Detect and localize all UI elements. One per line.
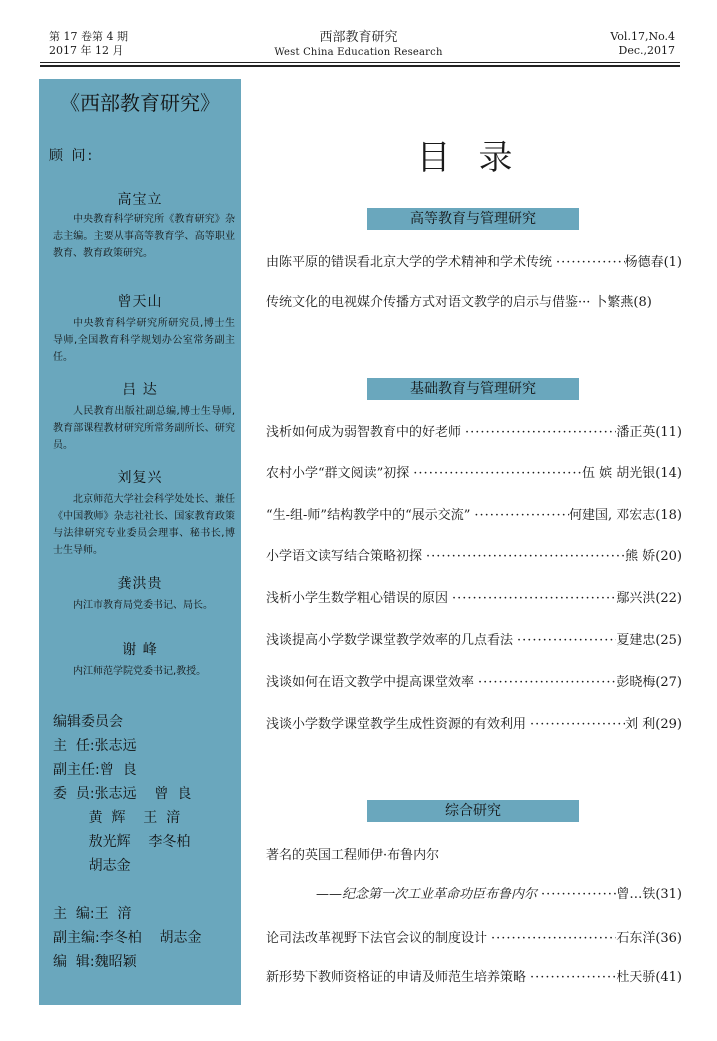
entry-author-page: 杜天骄(41) (616, 970, 682, 985)
entry-author-page: 杨德春(1) (624, 255, 682, 270)
leader-dots (513, 632, 616, 650)
toc-entry[interactable] (266, 969, 682, 987)
toc-entry-heading[interactable]: 著名的英国工程师伊·布鲁内尔 (266, 848, 440, 863)
advisor-name: 高宝立 (117, 192, 163, 208)
advisors-label: 顾 问: (49, 148, 95, 164)
leader-dots (470, 507, 569, 525)
toc-title: 目录 (416, 138, 541, 178)
leader-dots (526, 969, 616, 987)
toc-entry[interactable] (266, 930, 682, 948)
entry-subtitle: ——纪念第一次工业革命功臣布鲁内尔 (316, 887, 538, 902)
advisor-name: 谢 峰 (122, 642, 158, 658)
toc-entry[interactable] (266, 886, 682, 904)
section-heading: 高等教育与管理研究 (367, 208, 579, 230)
sidebar-panel (39, 79, 241, 1005)
journal-name-cn: 西部教育研究 (319, 30, 398, 45)
toc-entry[interactable] (266, 424, 682, 442)
leader-dots (552, 254, 625, 272)
entry-author-page: 石东洋(36) (616, 931, 682, 946)
entry-title: 浅谈小学数学课堂教学生成性资源的有效利用 (266, 717, 527, 732)
toc-entry[interactable] (266, 254, 682, 272)
leader-dots (422, 548, 625, 566)
entry-author-page: 伍 嫔 胡光银(14) (582, 466, 682, 481)
header-rule-thick (40, 65, 680, 67)
toc-entry[interactable] (266, 590, 682, 608)
entry-author-page: 鄢兴洪(22) (616, 591, 682, 606)
entry-author-page: 潘正英(11) (616, 425, 682, 440)
toc-entry[interactable] (266, 465, 682, 483)
entry-title: “生-组-师”结构教学中的“展示交流” (266, 508, 471, 523)
entry-author-page: 熊 娇(20) (625, 549, 682, 564)
advisor-desc: 北京师范大学社会科学处处长、兼任《中国教师》杂志社社长、国家教育政策与法律研究专业委员会理事、秘书长,博士生导师。 (53, 494, 235, 556)
staff-line: 编 辑:魏昭颖 (53, 954, 137, 970)
advisor-desc: 内江市教育局党委书记、局长。 (73, 600, 213, 611)
advisor-name: 吕 达 (122, 382, 158, 398)
entry-title: 传统文化的电视媒介传播方式对语文教学的启示与借鉴··· (266, 295, 591, 310)
staff-line: 主 编:王 湇 (53, 906, 132, 922)
volume-issue-en: Vol.17,No.4 (610, 30, 675, 43)
section-heading: 综合研究 (367, 800, 579, 822)
entry-title: 浅谈提高小学数学课堂教学效率的几点看法 (266, 633, 514, 648)
publish-date-en: Dec.,2017 (618, 44, 675, 57)
entry-author-page: 卜繁燕(8) (594, 295, 652, 310)
editorial-line: 主 任:张志远 (53, 738, 137, 754)
entry-title: 浅谈如何在语文教学中提高课堂效率 (266, 675, 475, 690)
journal-name-en: West China Education Research (274, 47, 443, 58)
entry-title: 浅析小学生数学粗心错误的原因 (266, 591, 449, 606)
toc-entry[interactable] (266, 548, 682, 566)
leader-dots (526, 716, 625, 734)
leader-dots (461, 424, 616, 442)
advisor-desc: 内江师范学院党委书记,教授。 (73, 666, 207, 677)
editorial-line: 胡志金 (53, 858, 131, 874)
entry-author-page: 彭晓梅(27) (616, 675, 682, 690)
entry-author-page: 何建国, 邓宏志(18) (569, 508, 682, 523)
leader-dots (487, 930, 616, 948)
entry-author-page: 夏建忠(25) (616, 633, 682, 648)
leader-dots (448, 590, 616, 608)
publish-date: 2017 年 12 月 (49, 44, 124, 57)
advisor-desc: 人民教育出版社副总编,博士生导师,教育部课程教材研究所常务副所长、研究员。 (53, 406, 235, 451)
entry-title: 新形势下教师资格证的申请及师范生培养策略 (266, 970, 527, 985)
entry-title: 农村小学“群文阅读”初探 (266, 466, 410, 481)
editorial-board-label: 编辑委员会 (53, 714, 123, 730)
toc-entry[interactable] (266, 294, 682, 312)
advisor-name: 曾天山 (117, 294, 163, 310)
advisor-name: 龚洪贵 (117, 576, 163, 592)
volume-issue: 第 17 卷第 4 期 (49, 30, 128, 43)
sidebar-title: 《西部教育研究》 (60, 91, 220, 115)
editorial-line: 副主任:曾 良 (53, 762, 137, 778)
toc-entry[interactable] (266, 674, 682, 692)
editorial-line: 委 员:张志远 曾 良 (53, 786, 192, 802)
header-right (610, 30, 675, 58)
entry-author-page: 曾…铁(31) (616, 887, 682, 902)
section-heading: 基础教育与管理研究 (367, 378, 579, 400)
entry-title: 由陈平原的错误看北京大学的学术精神和学术传统 (266, 255, 553, 270)
advisor-desc: 中央教育科学研究所研究员,博士生导师,全国教育科学规划办公室常务副主任。 (53, 318, 235, 363)
toc-entry[interactable] (266, 632, 682, 650)
advisor-desc: 中央教育科学研究所《教育研究》杂志主编。主要从事高等教育学、高等职业教育、教育政策研究。 (53, 214, 235, 259)
header-rule (40, 62, 680, 63)
leader-dots (409, 465, 582, 483)
editorial-line: 敖光辉 李冬柏 (53, 834, 191, 850)
entry-title: 论司法改革视野下法官会议的制度设计 (266, 931, 488, 946)
editorial-line: 黄 辉 王 湇 (53, 810, 181, 826)
toc-entry[interactable] (266, 716, 682, 734)
advisor-name: 刘复兴 (117, 470, 163, 486)
leader-dots (474, 674, 616, 692)
staff-line: 副主编:李冬柏 胡志金 (53, 930, 202, 946)
entry-author-page: 刘 利(29) (625, 717, 682, 732)
entry-title: 浅析如何成为弱智教育中的好老师 (266, 425, 462, 440)
toc-entry[interactable] (266, 507, 682, 525)
leader-dots (537, 886, 616, 904)
entry-title: 小学语文读写结合策略初探 (266, 549, 423, 564)
